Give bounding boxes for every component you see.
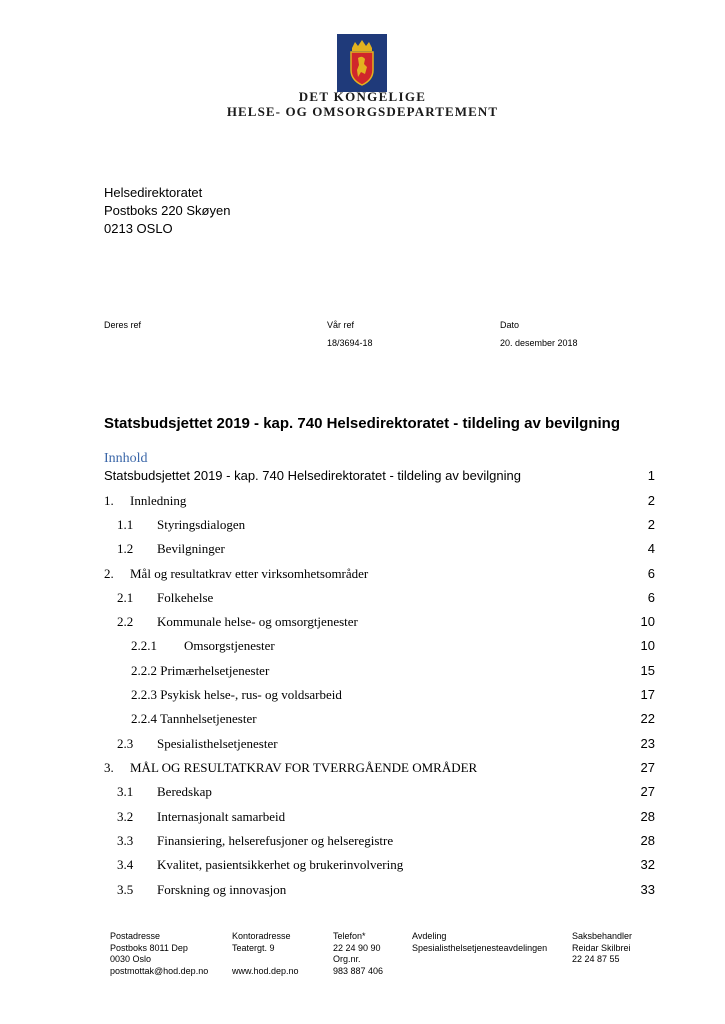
toc-entry-number: 3.2 bbox=[117, 809, 134, 824]
toc-entry-text: 2.2.4 Tannhelsetjenester bbox=[131, 711, 257, 726]
toc-entry-number: 2.2.1 bbox=[131, 638, 157, 653]
toc-entry-page: 33 bbox=[640, 882, 655, 897]
footer-officer-name: Reidar Skilbrei bbox=[572, 942, 631, 953]
toc-entry-page: 2 bbox=[647, 493, 655, 508]
department-name-line2: HELSE- OG OMSORGSDEPARTEMENT bbox=[226, 104, 499, 119]
footer-officer-phone: 22 24 87 55 bbox=[572, 954, 620, 964]
toc-entry-number: 3.4 bbox=[117, 857, 134, 872]
toc-entry-number: 1.2 bbox=[117, 541, 134, 556]
toc-entry[interactable] bbox=[0, 614, 725, 634]
toc-entry[interactable] bbox=[0, 468, 725, 488]
recipient-street: Postboks 220 Skøyen bbox=[104, 203, 231, 218]
footer-officer bbox=[572, 931, 632, 966]
footer-division bbox=[412, 931, 547, 954]
toc-entry-number: 2.1 bbox=[117, 590, 134, 605]
footer-website-link[interactable]: www.hod.dep.no bbox=[232, 965, 299, 976]
coat-of-arms-icon bbox=[337, 34, 387, 92]
toc-entry[interactable] bbox=[0, 663, 725, 683]
toc-entry-text: Bevilgninger bbox=[157, 541, 225, 556]
toc-entry-text: Folkehelse bbox=[157, 590, 214, 605]
toc-entry-text: Internasjonalt samarbeid bbox=[157, 809, 286, 824]
toc-entry-text: Forskning og innovasjon bbox=[157, 882, 287, 897]
toc-entry-page: 10 bbox=[640, 638, 655, 653]
toc-entry-page: 27 bbox=[640, 784, 655, 799]
toc-entry-page: 22 bbox=[640, 711, 655, 726]
toc-entry-page: 15 bbox=[640, 663, 655, 678]
letter-title: Statsbudsjettet 2019 - kap. 740 Helsedirektoratet - tildeling av bevilgning bbox=[104, 415, 620, 432]
footer-office bbox=[232, 931, 299, 977]
toc-entry-page: 1 bbox=[647, 468, 655, 483]
toc-entry[interactable] bbox=[0, 882, 725, 902]
footer-phone-label: Telefon* bbox=[333, 931, 366, 941]
toc-entry-text: Kvalitet, pasientsikkerhet og brukerinvolvering bbox=[157, 857, 404, 872]
toc-entry[interactable] bbox=[0, 760, 725, 780]
department-name-line1: DET KONGELIGE bbox=[298, 89, 427, 104]
footer-phone bbox=[333, 931, 383, 977]
toc-heading: Innhold bbox=[104, 451, 148, 466]
toc-entry-number: 2.2 bbox=[117, 614, 134, 629]
footer-postal-line1: Postboks 8011 Dep bbox=[110, 942, 188, 953]
toc-entry-number: 3.1 bbox=[117, 784, 134, 799]
footer-office-label: Kontoradresse bbox=[232, 931, 291, 941]
toc-entry[interactable] bbox=[0, 638, 725, 658]
toc-entry[interactable] bbox=[0, 687, 725, 707]
toc-entry[interactable] bbox=[0, 711, 725, 731]
toc-entry[interactable] bbox=[0, 784, 725, 804]
toc-entry-page: 23 bbox=[640, 736, 655, 751]
footer-orgnr-label: Org.nr. bbox=[333, 954, 361, 964]
toc-entry-text: Mål og resultatkrav etter virksomhetsområder bbox=[130, 566, 369, 581]
toc-entry-text: Styringsdialogen bbox=[157, 517, 246, 532]
footer-orgnr-value: 983 887 406 bbox=[333, 965, 384, 976]
toc-entry[interactable] bbox=[0, 517, 725, 537]
toc-entry[interactable] bbox=[0, 493, 725, 513]
toc-entry-number: 2. bbox=[104, 566, 114, 581]
toc-entry-page: 32 bbox=[640, 857, 655, 872]
toc-entry-page: 28 bbox=[640, 833, 655, 848]
toc-entry-page: 28 bbox=[640, 809, 655, 824]
toc-entry[interactable] bbox=[0, 541, 725, 561]
toc-entry[interactable] bbox=[0, 809, 725, 829]
toc-entry-text: Spesialisthelsetjenester bbox=[157, 736, 278, 751]
toc-entry-number: 2.3 bbox=[117, 736, 134, 751]
toc-entry-page: 6 bbox=[647, 566, 655, 581]
toc-entry-page: 2 bbox=[647, 517, 655, 532]
your-ref-label: Deres ref bbox=[104, 320, 142, 330]
footer-office-line1: Teatergt. 9 bbox=[232, 942, 275, 953]
footer-officer-label: Saksbehandler bbox=[572, 931, 633, 941]
date-value: 20. desember 2018 bbox=[500, 338, 578, 348]
toc-entry-number: 3.5 bbox=[117, 882, 134, 897]
recipient-name: Helsedirektoratet bbox=[104, 185, 203, 200]
toc-entry-text: Innledning bbox=[130, 493, 187, 508]
toc-entry-text: MÅL OG RESULTATKRAV FOR TVERRGÅENDE OMRÅDER bbox=[130, 760, 478, 775]
toc-entry-number: 1. bbox=[104, 493, 114, 508]
toc-entry[interactable] bbox=[0, 857, 725, 877]
toc-entry-text: Kommunale helse- og omsorgtjenester bbox=[157, 614, 358, 629]
toc-entry-text: 2.2.2 Primærhelsetjenester bbox=[131, 663, 270, 678]
toc-entry[interactable] bbox=[0, 566, 725, 586]
toc-entry[interactable] bbox=[0, 833, 725, 853]
toc-entry[interactable] bbox=[0, 736, 725, 756]
toc-entry-page: 6 bbox=[647, 590, 655, 605]
our-ref-value: 18/3694-18 bbox=[327, 338, 373, 348]
footer-postal bbox=[110, 931, 208, 977]
toc-entry-number: 3. bbox=[104, 760, 114, 775]
footer-email-link[interactable]: postmottak@hod.dep.no bbox=[110, 965, 209, 976]
recipient-address bbox=[104, 184, 230, 238]
footer-division-label: Avdeling bbox=[412, 931, 447, 941]
toc-entry-text: Omsorgstjenester bbox=[184, 638, 275, 653]
footer-postal-line2: 0030 Oslo bbox=[110, 954, 152, 964]
footer-phone-number: 22 24 90 90 bbox=[333, 942, 381, 953]
toc-entry-page: 27 bbox=[640, 760, 655, 775]
toc-entry-text: Statsbudsjettet 2019 - kap. 740 Helsedirektoratet - tildeling av bevilgning bbox=[104, 468, 521, 483]
toc-entry-number: 3.3 bbox=[117, 833, 134, 848]
date-label: Dato bbox=[500, 320, 520, 330]
toc-entry-page: 4 bbox=[647, 541, 655, 556]
toc-entry-number: 1.1 bbox=[117, 517, 134, 532]
our-ref-label: Vår ref bbox=[327, 320, 355, 330]
recipient-city: 0213 OSLO bbox=[104, 221, 173, 236]
toc-entry[interactable] bbox=[0, 590, 725, 610]
toc-entry-text: 2.2.3 Psykisk helse-, rus- og voldsarbeid bbox=[131, 687, 342, 702]
toc-entry-page: 17 bbox=[640, 687, 655, 702]
footer-division-name: Spesialisthelsetjenesteavdelingen bbox=[412, 942, 548, 953]
toc-entry-page: 10 bbox=[640, 614, 655, 629]
footer-postal-label: Postadresse bbox=[110, 931, 161, 941]
toc-entry-text: Beredskap bbox=[157, 784, 212, 799]
toc-entry-text: Finansiering, helserefusjoner og helseregistre bbox=[157, 833, 394, 848]
